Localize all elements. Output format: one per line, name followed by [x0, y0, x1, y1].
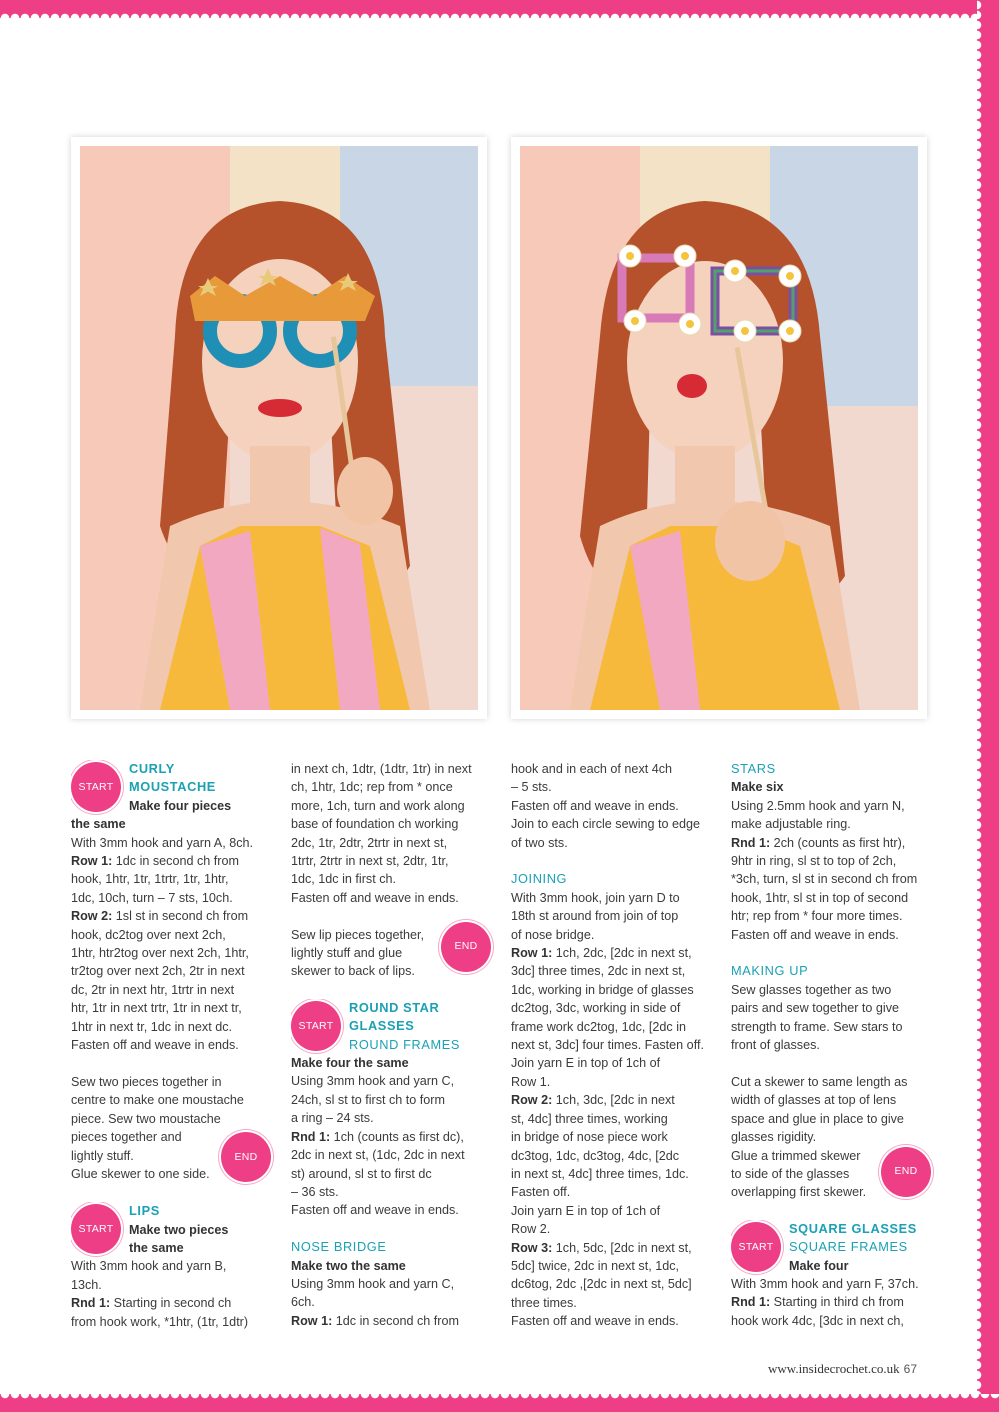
pattern-line: hook, 1htr, 1tr, 1trtr, 1tr, 1htr,: [71, 872, 229, 887]
pattern-line: width of glasses at top of lens: [731, 1093, 897, 1108]
pattern-line: Using 2.5mm hook and yarn N,: [731, 798, 905, 813]
start-badge: START: [291, 1001, 341, 1051]
photo-star-glasses: [71, 137, 487, 719]
column-2: [291, 760, 491, 1330]
website-url: www.insidecrochet.co.uk: [768, 1361, 900, 1376]
pattern-line: pairs and sew together to give: [731, 1001, 900, 1016]
pattern-line: Fasten off and weave in ends.: [291, 1203, 459, 1218]
photo-flower-glasses: [511, 137, 927, 719]
star-glasses-illustration: [80, 146, 478, 710]
section-title: SQUARE GLASSES: [789, 1220, 917, 1236]
pattern-line: to side of the glasses: [731, 1166, 850, 1181]
pattern-line: Glue a trimmed skewer: [731, 1148, 861, 1163]
pattern-line: lightly stuff and glue: [291, 946, 403, 961]
pattern-line: in bridge of nose piece work: [511, 1130, 668, 1145]
pattern-line: Sew lip pieces together,: [291, 927, 425, 942]
row-label: Row 1:: [71, 854, 113, 869]
column-1: [71, 760, 271, 1331]
row-label: Row 1:: [511, 946, 553, 961]
pattern-line: [511, 944, 711, 962]
pattern-line: st, 4dc] three times, working: [511, 1111, 668, 1126]
section-title: GLASSES: [349, 1018, 415, 1034]
photo-star-glasses-image: [80, 146, 478, 710]
pattern-text: 1dc in second ch from: [332, 1313, 459, 1328]
pattern-line: 2dc in next st, (1dc, 2dc in next: [291, 1148, 465, 1163]
pattern-line: 1htr in next tr, 1dc in next dc.: [71, 1019, 233, 1034]
pattern-text: Starting in third ch from: [770, 1295, 904, 1310]
pattern-line: skewer to back of lips.: [291, 964, 415, 979]
pattern-line: tr2tog over next 2ch, 2tr in next: [71, 964, 245, 979]
pattern-text: 1ch (counts as first dc),: [330, 1129, 464, 1144]
pattern-line: in next st, 4dc] three times, 1dc.: [511, 1166, 689, 1181]
make-instruction: the same: [129, 1240, 184, 1255]
pink-top-border: [0, 0, 999, 18]
pattern-line: [71, 907, 271, 925]
pattern-line: 5dc] twice, 2dc in next st, 1dc,: [511, 1258, 679, 1273]
row-label: Rnd 1:: [731, 835, 771, 850]
pattern-line: st) around, sl st to first dc: [291, 1166, 432, 1181]
make-instruction: Make four the same: [291, 1056, 409, 1071]
pattern-text: 2ch (counts as first htr),: [770, 835, 906, 850]
square-glasses-heading: [731, 1220, 931, 1275]
pattern-line: dc2tog, 3dc, working in side of: [511, 1001, 681, 1016]
pattern-line: htr; rep from * four more times.: [731, 909, 903, 924]
start-badge: START: [71, 1204, 121, 1254]
pattern-line: from hook work, *1htr, (1tr, 1dtr): [71, 1314, 249, 1329]
pattern-line: hook and in each of next 4ch: [511, 762, 673, 776]
pattern-line: Fasten off and weave in ends.: [71, 1038, 239, 1053]
column-4: [731, 760, 931, 1330]
pattern-line: three times.: [511, 1295, 577, 1310]
pattern-line: front of glasses.: [731, 1038, 820, 1053]
pattern-line: – 36 sts.: [291, 1184, 339, 1199]
pattern-text: Starting in second ch: [110, 1296, 232, 1311]
pattern-line: 1dc, working in bridge of glasses: [511, 982, 694, 997]
pattern-line: Sew glasses together as two: [731, 982, 892, 997]
page-footer: [768, 1361, 917, 1377]
pattern-line: make adjustable ring.: [731, 817, 851, 832]
round-star-glasses-heading: [291, 999, 491, 1054]
section-title: JOINING: [511, 871, 568, 887]
pattern-line: [291, 1312, 491, 1330]
section-title: CURLY: [129, 761, 175, 776]
pattern-line: Join yarn E in top of 1ch of: [511, 1203, 661, 1218]
pattern-line: *3ch, turn, sl st in second ch from: [731, 872, 918, 887]
pattern-line: Fasten off and weave in ends.: [511, 798, 679, 813]
pink-right-border: [977, 0, 999, 1412]
pattern-line: Row 1.: [511, 1074, 551, 1089]
pattern-text: 1ch, 2dc, [2dc in next st,: [552, 946, 692, 961]
pattern-line: – 5 sts.: [511, 780, 552, 795]
pattern-line: With 3mm hook and yarn B,: [71, 1259, 227, 1274]
end-badge: END: [441, 922, 491, 972]
pattern-line: 18th st around from join of top: [511, 909, 679, 924]
pattern-line: ch, 1htr, 1dc; rep from * once: [291, 780, 453, 795]
pattern-line: [291, 1128, 491, 1146]
pattern-line: next st, 3dc] four times. Fasten off.: [511, 1038, 704, 1053]
pattern-line: lightly stuff.: [71, 1148, 134, 1163]
pattern-line: Glue skewer to one side.: [71, 1166, 210, 1181]
row-label: Row 2:: [71, 909, 113, 924]
pattern-line: [71, 1294, 271, 1312]
flower-glasses-illustration: [520, 146, 918, 710]
row-label: Row 2:: [511, 1093, 553, 1108]
pattern-line: dc, 2tr in next htr, 1trtr in next: [71, 982, 235, 997]
section-title: STARS: [731, 761, 776, 776]
pattern-line: in next ch, 1dtr, (1dtr, 1tr) in next: [291, 762, 472, 776]
section-title: MOUSTACHE: [129, 779, 216, 795]
section-subtitle: ROUND FRAMES: [349, 1036, 460, 1052]
pattern-line: Fasten off and weave in ends.: [291, 890, 459, 905]
pattern-line: 6ch.: [291, 1295, 315, 1310]
section-title: LIPS: [129, 1203, 160, 1219]
pattern-line: glasses rigidity.: [731, 1130, 817, 1145]
pattern-line: centre to make one moustache: [71, 1093, 244, 1108]
pattern-line: Fasten off and weave in ends.: [731, 927, 899, 942]
make-instruction: Make two the same: [291, 1258, 406, 1273]
pattern-line: Sew two pieces together in: [71, 1074, 222, 1089]
pattern-line: hook work 4dc, [3dc in next ch,: [731, 1313, 904, 1328]
pattern-line: hook, 1htr, sl st in top of second: [731, 890, 909, 905]
pattern-line: Using 3mm hook and yarn C,: [291, 1074, 455, 1089]
column-3: [511, 760, 711, 1331]
make-instruction: Make four pieces: [129, 798, 232, 813]
end-badge: END: [221, 1132, 271, 1182]
page-number: 67: [903, 1362, 918, 1376]
pink-bottom-border: [0, 1394, 999, 1412]
curly-moustache-heading: [71, 760, 271, 815]
pattern-line: With 3mm hook and yarn A, 8ch.: [71, 835, 253, 850]
pattern-line: strength to frame. Sew stars to: [731, 1019, 903, 1034]
pattern-line: 24ch, sl st to first ch to form: [291, 1092, 445, 1107]
pattern-line: piece. Sew two moustache: [71, 1111, 221, 1126]
pattern-line: base of foundation ch working: [291, 817, 459, 832]
make-instruction: Make four: [789, 1258, 849, 1273]
pattern-line: 9htr in ring, sl st to top of 2ch,: [731, 854, 897, 869]
pattern-line: Join yarn E in top of 1ch of: [511, 1056, 661, 1071]
pattern-line: more, 1ch, turn and work along: [291, 798, 465, 813]
section-title: NOSE BRIDGE: [291, 1239, 387, 1255]
pattern-line: htr, 1tr in next trtr, 1tr in next tr,: [71, 1001, 242, 1016]
pattern-line: 1trtr, 2trtr in next st, 2dtr, 1tr,: [291, 854, 449, 869]
section-title: ROUND STAR: [349, 999, 440, 1015]
lips-heading: [71, 1202, 271, 1257]
pattern-line: of two sts.: [511, 835, 568, 850]
pattern-line: dc3tog, 1dc, dc3tog, 4dc, [2dc: [511, 1148, 680, 1163]
pattern-line: 1dc, 10ch, turn – 7 sts, 10ch.: [71, 890, 233, 905]
pattern-line: Fasten off and weave in ends.: [511, 1314, 679, 1329]
start-badge: START: [731, 1222, 781, 1272]
pattern-line: [731, 834, 931, 852]
pattern-line: [731, 1293, 931, 1311]
pattern-line: frame work dc2tog, 1dc, [2dc in: [511, 1019, 686, 1034]
pattern-line: [71, 852, 271, 870]
row-label: Row 1:: [291, 1313, 333, 1328]
pattern-text: 1ch, 3dc, [2dc in next: [552, 1093, 675, 1108]
pattern-text: 1ch, 5dc, [2dc in next st,: [552, 1240, 692, 1255]
pattern-line: [511, 1239, 711, 1257]
make-instruction: Make six: [731, 780, 784, 795]
row-label: Rnd 1:: [71, 1296, 111, 1311]
pattern-line: Row 2.: [511, 1222, 551, 1237]
pattern-line: Using 3mm hook and yarn C,: [291, 1276, 455, 1291]
pattern-line: 1dc, 1dc in first ch.: [291, 872, 396, 887]
pattern-line: With 3mm hook and yarn F, 37ch.: [731, 1276, 919, 1291]
pattern-line: pieces together and: [71, 1130, 182, 1145]
pattern-line: Cut a skewer to same length as: [731, 1074, 908, 1089]
photo-flower-glasses-image: [520, 146, 918, 710]
row-label: Rnd 1:: [731, 1295, 771, 1310]
pattern-line: Fasten off.: [511, 1185, 571, 1200]
pattern-line: hook, dc2tog over next 2ch,: [71, 927, 226, 942]
make-instruction: Make two pieces: [129, 1222, 229, 1237]
row-label: Rnd 1:: [291, 1129, 331, 1144]
pattern-line: overlapping first skewer.: [731, 1185, 867, 1200]
make-instruction: the same: [71, 817, 126, 832]
pattern-text: 1dc in second ch from: [112, 854, 239, 869]
section-subtitle: SQUARE FRAMES: [789, 1239, 908, 1255]
pattern-line: 2dc, 1tr, 2dtr, 2trtr in next st,: [291, 835, 448, 850]
pattern-line: space and glue in place to give: [731, 1111, 904, 1126]
pattern-line: Join to each circle sewing to edge: [511, 817, 701, 832]
start-badge: START: [71, 762, 121, 812]
row-label: Row 3:: [511, 1240, 553, 1255]
pattern-line: [511, 1091, 711, 1109]
section-title: MAKING UP: [731, 963, 809, 979]
pattern-line: 13ch.: [71, 1277, 102, 1292]
pattern-line: dc6tog, 2dc ,[2dc in next st, 5dc]: [511, 1277, 692, 1292]
pattern-line: of nose bridge.: [511, 927, 595, 942]
pattern-line: 3dc] three times, 2dc in next st,: [511, 964, 686, 979]
pattern-line: 1htr, htr2tog over next 2ch, 1htr,: [71, 946, 249, 961]
end-badge: END: [881, 1147, 931, 1197]
pattern-line: a ring – 24 sts.: [291, 1111, 374, 1126]
pattern-text: 1sl st in second ch from: [112, 909, 249, 924]
pattern-line: With 3mm hook, join yarn D to: [511, 890, 680, 905]
